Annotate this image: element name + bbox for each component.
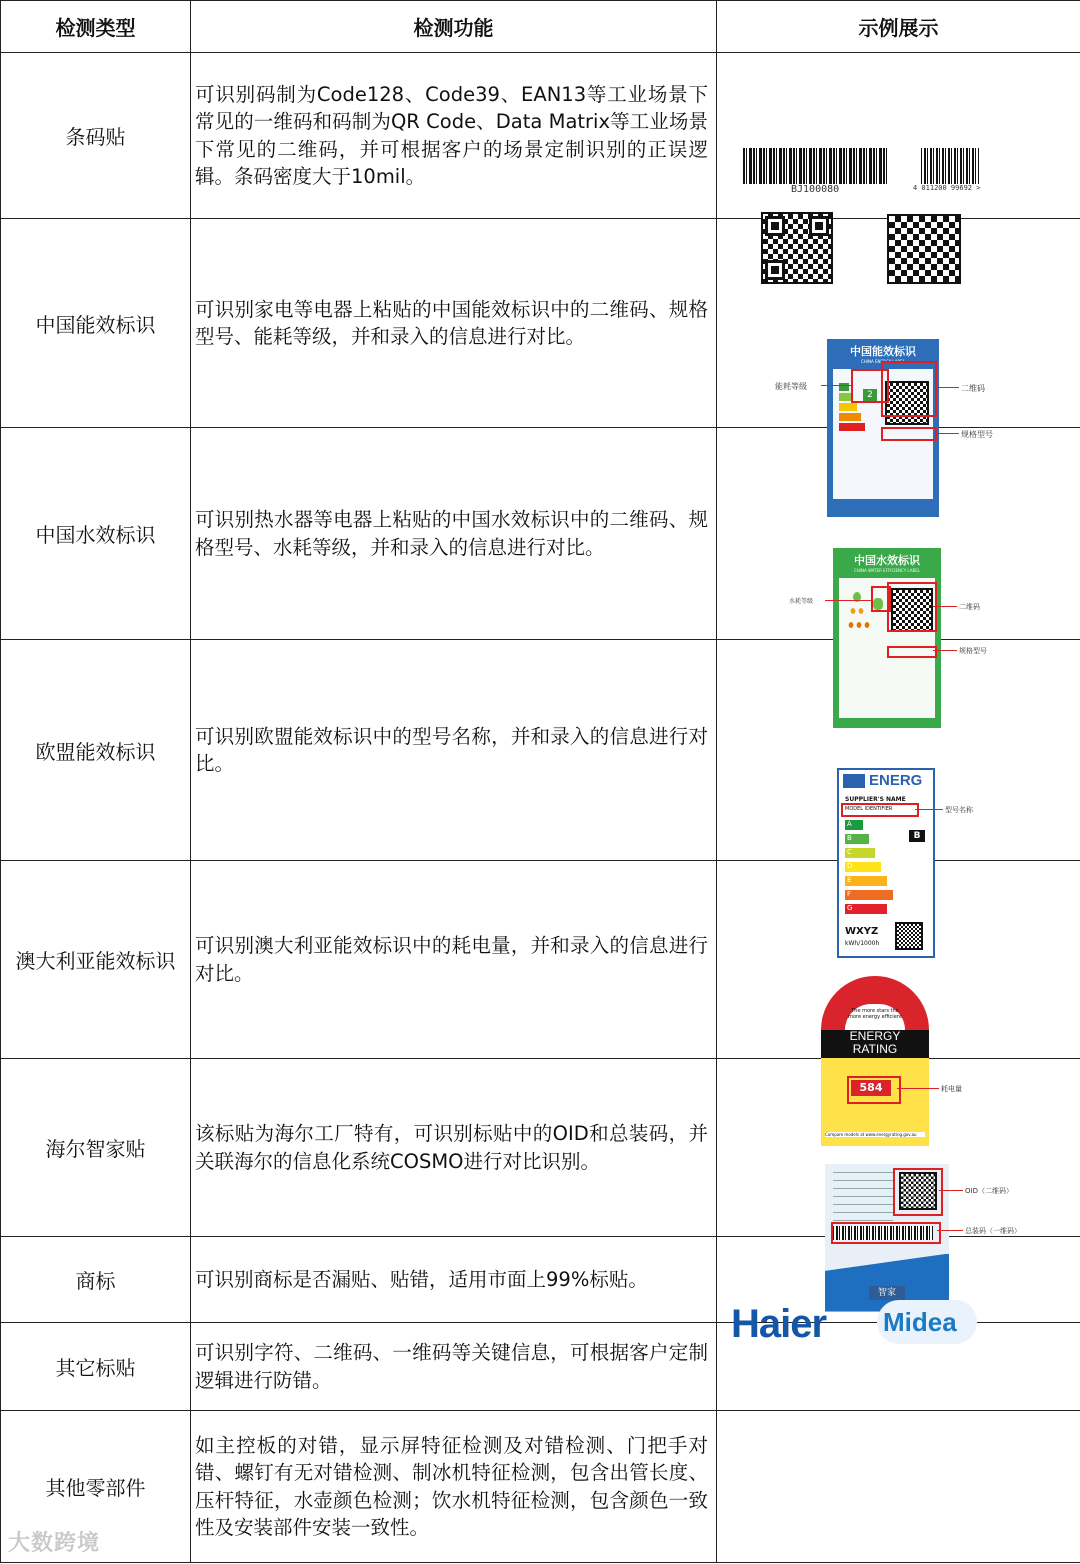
eu-grade-f: F [845,890,893,900]
eu-title: ENERG [869,772,923,789]
label-value-text: 耗电量 [941,1084,962,1093]
table-row [1,861,1080,1059]
row-type: 其它标贴 [1,1323,191,1411]
table-row [1,428,1080,640]
row-type: 中国水效标识 [1,428,191,640]
highlight-oid [893,1168,943,1216]
example-cell [717,1059,1080,1298]
row-function: 可识别码制为Code128、Code39、EAN13等工业场景下常见的一维码和码制为QR Code、Data Matrix等工业场景下常见的二维码，并可根据客户的场景定制识别的正误逻辑。条码密度大于10mil。 [191,53,717,219]
eu-grade-g: G [845,904,887,914]
header-row [1,1,1080,53]
au-footer: Compare models at www.energyrating.gov.au [825,1132,925,1137]
row-function: 可识别热水器等电器上粘贴的中国水效标识中的二维码、规格型号、水耗等级，并和录入的信息进行对比。 [191,428,717,640]
label-subtitle: CHINA ENERGY LABEL [861,359,905,364]
row-function: 可识别欧盟能效标识中的型号名称，并和录入的信息进行对比。 [191,640,717,861]
label-grade-text: 水耗等级 [789,597,814,605]
row-function: 可识别澳大利亚能效标识中的耗电量，并和录入的信息进行对比。 [191,861,717,1059]
label-grade-text: 能耗等级 [775,382,807,391]
header-function: 检测功能 [191,1,717,53]
eu-kwh-unit: kWh/1000h [845,940,880,947]
eu-grade-d: D [845,862,881,872]
barcode-ean-number: 4 011200 99692 > [913,183,981,192]
highlight-qr [887,582,937,632]
row-type: 条码贴 [1,53,191,219]
table-row [1,640,1080,861]
eu-grade-c: C [845,848,875,858]
example-cell [717,1237,1080,1346]
row-function: 如主控板的对错，显示屏特征检测及对错检测、门把手对错、螺钉有无对错检测、制冰机特征检测，包含出管长度、压杆特征，水壶颜色检测；饮水机特征检测，包含颜色一致性及安装部件安装一致性。 [191,1411,717,1563]
row-type: 商标 [1,1237,191,1323]
au-title-1: ENERGY [849,1028,901,1043]
table-row [1,219,1080,428]
example-cell [717,861,1080,1137]
barcode-number: BJ100080 [791,183,840,195]
eu-model: MODEL IDENTIFIER [845,806,893,812]
label-subtitle: CHINA WATER EFFICIENCY LABEL [854,567,920,573]
row-function: 可识别字符、二维码、一维码等关键信息，可根据客户定制逻辑进行防错。 [191,1323,717,1411]
au-value: 584 [851,1080,891,1096]
midea-logo-text: Midea [883,1306,957,1337]
au-title-2: RATING [852,1041,898,1056]
eu-grade-marker: B [909,830,925,842]
table-row [1,1237,1080,1323]
table-row [1,1323,1080,1411]
label-model-text: 型号名称 [945,806,973,814]
label-model-text: 规格型号 [959,646,987,655]
highlight-qr [881,361,937,417]
example-cell [717,53,1080,219]
example-cell [717,219,1080,439]
header-type: 检测类型 [1,1,191,53]
label-model-text: 规格型号 [961,430,993,439]
example-cell [717,640,1080,947]
row-function: 可识别商标是否漏贴、贴错，适用市面上99%标贴。 [191,1237,717,1323]
table-row [1,1411,1080,1563]
row-function: 该标贴为海尔工厂特有，可识别标贴中的OID和总装码，并关联海尔的信息化系统COSMO进行对比识别。 [191,1059,717,1237]
row-type: 其他零部件 [1,1411,191,1563]
example-cell-empty [717,1323,1080,1411]
eu-supplier: SUPPLIER'S NAME [845,796,906,803]
eu-grade-b: B [845,834,869,844]
barcode-ean-image [921,148,979,184]
row-type: 欧盟能效标识 [1,640,191,861]
energy-grade: 2 [863,389,877,401]
eu-grade-e: E [845,876,887,886]
eu-grade-a: A [845,820,863,830]
label-oid-text: OID（二维码） [965,1186,1013,1195]
label-title: 中国能效标识 [850,345,916,358]
label-qr-text: 二维码 [959,602,980,611]
row-type: 澳大利亚能效标识 [1,861,191,1059]
label-code-text: 总装码（一维码） [965,1226,1021,1235]
row-type: 海尔智家贴 [1,1059,191,1237]
haier-logo: Haier [731,1301,827,1346]
label-qr-text: 二维码 [961,384,985,393]
row-type: 中国能效标识 [1,219,191,428]
haier-brand: 智家 [869,1286,905,1300]
highlight-model [841,803,919,817]
au-stars-text: The more stars the more energy efficient [845,1004,905,1030]
header-example: 示例展示 [717,1,1080,53]
table-row [1,53,1080,219]
example-cell-empty [717,1411,1080,1563]
barcode-1d-image [743,148,889,184]
example-cell [717,428,1080,655]
watermark: 大数跨境 [8,1531,101,1556]
eu-kwh-title: WXYZ [845,926,879,937]
row-function: 可识别家电等电器上粘贴的中国能效标识中的二维码、规格型号、能耗等级，并和录入的信息进行对比。 [191,219,717,428]
table-row [1,1059,1080,1237]
label-title: 中国水效标识 [854,553,920,567]
